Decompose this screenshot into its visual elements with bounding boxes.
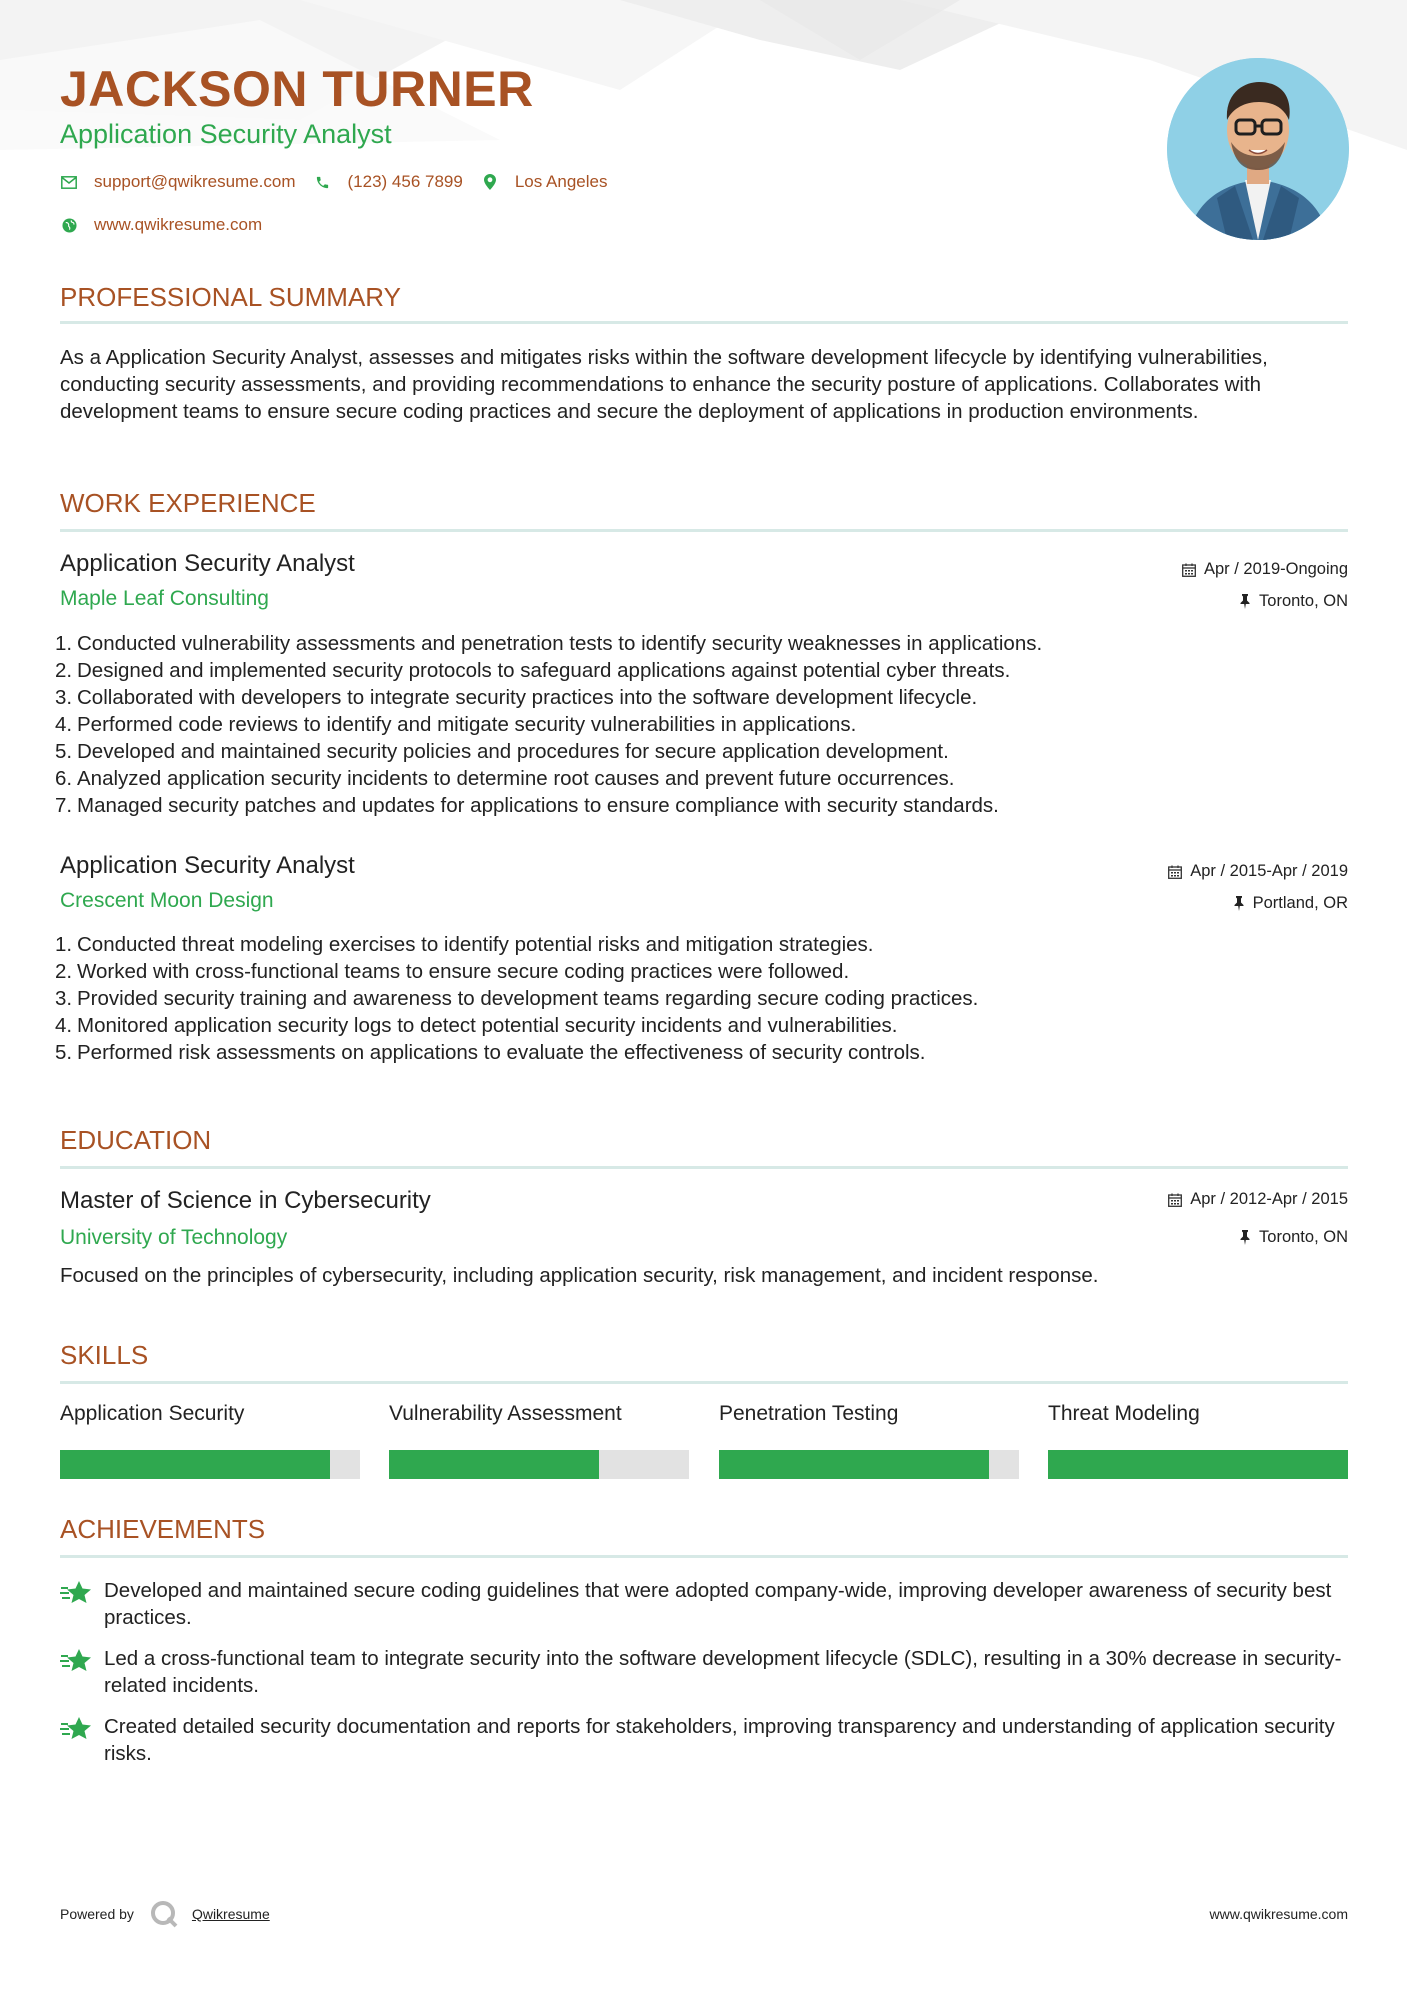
skill-item	[1048, 1402, 1348, 1479]
skill-bar	[60, 1450, 360, 1479]
calendar-icon	[1168, 1193, 1182, 1207]
profile-photo	[1167, 58, 1349, 240]
job-dates-text: Apr / 2015-Apr / 2019	[1190, 862, 1348, 880]
pushpin-icon	[1233, 896, 1245, 911]
qwikresume-link[interactable]: Qwikresume	[191, 1906, 270, 1922]
achievement-text: Led a cross-functional team to integrate security into the software development lifecycle (SDLC), resulting in a 30% decrease in security-related incidents.	[104, 1647, 1342, 1697]
skill-bar	[719, 1450, 1019, 1479]
phone-icon	[314, 173, 332, 191]
pushpin-icon	[1239, 1230, 1251, 1245]
summary-text: As a Application Security Analyst, assesses and mitigates risks within the software development lifecycle by identifying vulnerabilities, conducting security assessments, and providing recommendations to enhance the security posture of applications. Collaborates with development teams to ensure secure coding practices and secure the deployment of applications in production environments.	[60, 346, 1268, 423]
list-item: 1. Conducted vulnerability assessments and penetration tests to identify security weaknesses in applications.	[55, 632, 1043, 655]
candidate-title: Application Security Analyst	[60, 119, 392, 149]
degree-title: Master of Science in Cybersecurity	[60, 1187, 431, 1214]
contact-row-secondary	[60, 215, 280, 235]
education-location-text: Toronto, ON	[1259, 1228, 1348, 1246]
achievement-text: Created detailed security documentation and reports for stakeholders, improving transparency and understanding of application security risks.	[104, 1715, 1335, 1765]
list-item: 2. Worked with cross-functional teams to ensure secure coding practices were followed.	[55, 960, 850, 983]
achievement-item	[60, 1645, 1350, 1699]
skill-bar-fill	[389, 1450, 599, 1479]
list-item: 3. Collaborated with developers to integrate security practices into the software development lifecycle.	[55, 686, 978, 709]
list-item: 6. Analyzed application security incidents to determine root causes and prevent future occurrences.	[55, 767, 955, 790]
list-item: 1. Conducted threat modeling exercises to identify potential risks and mitigation strategies.	[55, 933, 874, 956]
section-divider	[60, 1555, 1348, 1558]
education-dates-text: Apr / 2012-Apr / 2015	[1190, 1190, 1348, 1208]
skill-item	[719, 1402, 1019, 1479]
experience-heading: WORK EXPERIENCE	[60, 488, 316, 518]
section-divider	[60, 1381, 1348, 1384]
skill-item	[389, 1402, 689, 1479]
calendar-icon	[1182, 563, 1196, 577]
skills-heading: SKILLS	[60, 1340, 149, 1370]
job-dates-text: Apr / 2019-Ongoing	[1203, 560, 1348, 578]
star-badge-icon	[60, 1577, 104, 1631]
skill-bar-fill	[719, 1450, 989, 1479]
section-divider	[60, 529, 1348, 532]
pushpin-icon	[1239, 594, 1251, 609]
list-item: 4. Performed code reviews to identify and mitigate security vulnerabilities in applications.	[55, 713, 857, 736]
calendar-icon	[1168, 865, 1182, 879]
achievement-text: Developed and maintained secure coding guidelines that were adopted company-wide, improving developer awareness of security best practices.	[104, 1579, 1332, 1629]
contact-row-primary	[60, 172, 625, 192]
map-pin-icon	[481, 173, 499, 191]
skill-bar-fill	[60, 1450, 330, 1479]
school-name: University of Technology	[60, 1226, 288, 1249]
phone-text: (123) 456 7899	[347, 172, 463, 191]
list-item: 3. Provided security training and awareness to development teams regarding secure coding practices.	[55, 987, 979, 1010]
list-item: 7. Managed security patches and updates for applications to ensure compliance with security standards.	[55, 794, 999, 817]
skill-name: Threat Modeling	[1048, 1402, 1200, 1425]
job-dates	[1168, 862, 1348, 881]
skill-bar-fill	[1048, 1450, 1348, 1479]
contact-email[interactable]	[60, 172, 296, 192]
qwikresume-logo-icon	[150, 1900, 178, 1928]
star-badge-icon	[60, 1713, 104, 1767]
list-item: 5. Performed risk assessments on applications to evaluate the effectiveness of security controls.	[55, 1041, 926, 1064]
achievements-heading: ACHIEVEMENTS	[60, 1514, 266, 1544]
powered-by-label: Powered by	[60, 1906, 134, 1922]
job-location	[1239, 592, 1348, 611]
job-responsibilities	[55, 630, 1345, 819]
list-item: 5. Developed and maintained security policies and procedures for secure application development.	[55, 740, 949, 763]
skill-name: Application Security	[60, 1402, 245, 1425]
skill-bar	[1048, 1450, 1348, 1479]
skill-name: Vulnerability Assessment	[389, 1402, 622, 1425]
contact-phone[interactable]	[314, 172, 463, 192]
footer-powered-by	[60, 1900, 270, 1928]
achievement-item	[60, 1577, 1350, 1631]
job-responsibilities	[55, 931, 1345, 1066]
email-text: support@qwikresume.com	[94, 172, 296, 191]
contact-website[interactable]	[60, 215, 262, 235]
job-location-text: Toronto, ON	[1259, 592, 1348, 610]
candidate-name: JACKSON TURNER	[60, 61, 534, 117]
company-name: Maple Leaf Consulting	[60, 587, 269, 610]
section-divider	[60, 321, 1348, 324]
achievement-item	[60, 1713, 1350, 1767]
company-name: Crescent Moon Design	[60, 889, 274, 912]
education-description: Focused on the principles of cybersecurity, including application security, risk management, and incident response.	[60, 1264, 1099, 1287]
job-title: Application Security Analyst	[60, 852, 355, 879]
envelope-icon	[60, 173, 78, 191]
summary-heading: PROFESSIONAL SUMMARY	[60, 282, 401, 312]
job-location	[1233, 894, 1348, 913]
skill-item	[60, 1402, 360, 1479]
footer-website[interactable]: www.qwikresume.com	[1209, 1906, 1348, 1922]
education-dates	[1168, 1190, 1348, 1209]
job-dates	[1182, 560, 1348, 579]
star-badge-icon	[60, 1645, 104, 1699]
job-title: Application Security Analyst	[60, 550, 355, 577]
list-item: 2. Designed and implemented security protocols to safeguard applications against potential cyber threats.	[55, 659, 1011, 682]
contact-location	[481, 172, 608, 192]
section-divider	[60, 1166, 1348, 1169]
education-heading: EDUCATION	[60, 1125, 212, 1155]
education-location	[1239, 1228, 1348, 1247]
location-text: Los Angeles	[514, 172, 608, 191]
website-text: www.qwikresume.com	[94, 215, 263, 234]
list-item: 4. Monitored application security logs to detect potential security incidents and vulnerabilities.	[55, 1014, 898, 1037]
job-location-text: Portland, OR	[1252, 894, 1348, 912]
skill-bar	[389, 1450, 689, 1479]
globe-icon	[60, 216, 78, 234]
skill-name: Penetration Testing	[719, 1402, 899, 1425]
